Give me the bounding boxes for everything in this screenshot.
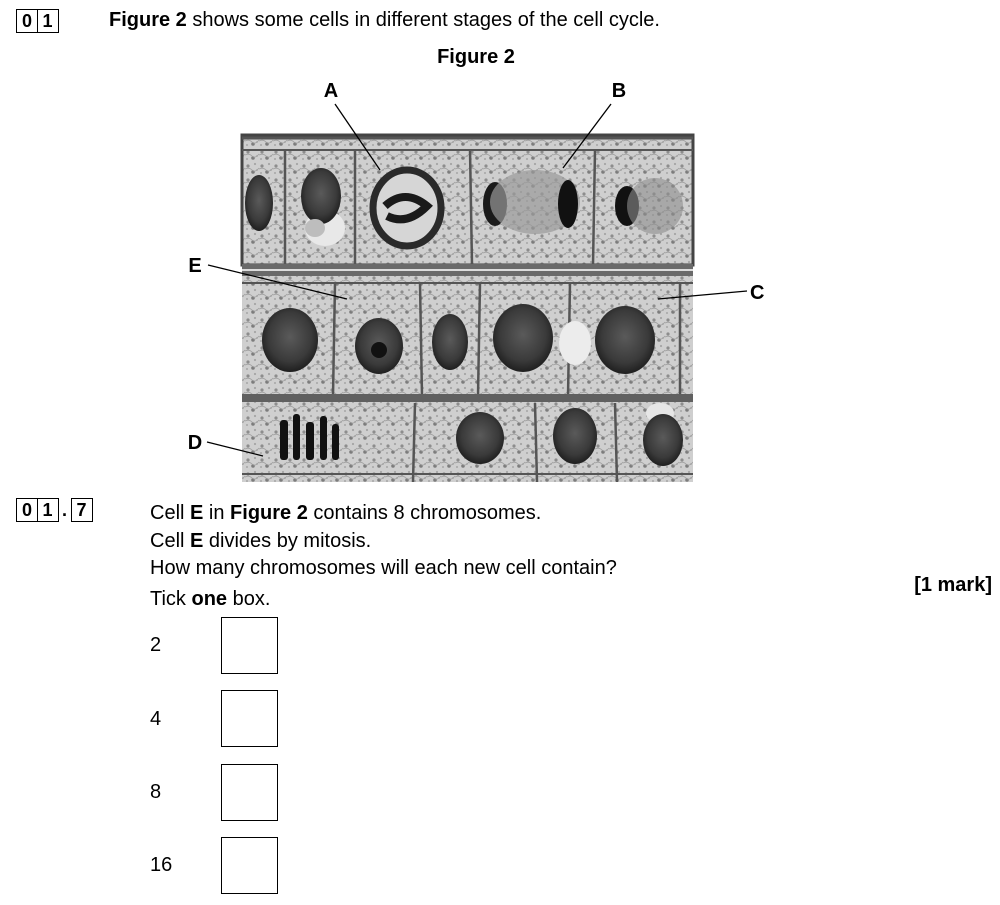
bold-run: Figure 2 — [230, 502, 308, 524]
subquestion-separator: . — [61, 499, 67, 520]
cell-micrograph-figure — [175, 78, 775, 488]
bold-run: one — [191, 587, 228, 610]
question-line-3: How many chromosomes will each new cell contain? — [150, 557, 617, 579]
text-run: divides by mitosis. — [203, 529, 372, 552]
label-c: C — [750, 282, 765, 304]
text-run: in — [203, 502, 231, 524]
label-e: E — [188, 255, 202, 277]
question-line-4 — [150, 586, 617, 614]
tick-box-option-16[interactable] — [221, 837, 278, 894]
label-d: D — [187, 432, 203, 454]
text-run: Cell — [150, 529, 191, 552]
subquestion-number-box — [16, 498, 93, 522]
intro-text — [109, 9, 660, 32]
bold-run: E — [190, 502, 204, 524]
question-digit: 1 — [37, 9, 59, 33]
question-line-2 — [150, 528, 617, 556]
figure-title: Figure 2 — [437, 46, 515, 68]
subquestion-digit: 0 — [16, 498, 38, 522]
figure-reference: Figure 2 — [109, 9, 187, 31]
question-text — [150, 500, 617, 613]
question-number-box — [16, 9, 75, 33]
question-digit-spacer — [57, 9, 75, 33]
tick-box-option-8[interactable] — [221, 764, 278, 821]
option-label-16: 16 — [150, 854, 173, 876]
tick-box-option-2[interactable] — [221, 617, 278, 674]
tick-box-option-4[interactable] — [221, 690, 278, 747]
label-b: B — [611, 80, 627, 102]
question-line-1 — [150, 500, 617, 528]
bold-run: E — [190, 529, 204, 552]
label-a: A — [323, 80, 339, 102]
intro-rest: shows some cells in different stages of the cell cycle. — [186, 9, 660, 31]
text-run: Cell — [150, 502, 191, 524]
question-digit: 0 — [16, 9, 38, 33]
mark-allocation: [1 mark] — [914, 574, 992, 596]
option-label-2: 2 — [150, 634, 162, 656]
text-run: box. — [227, 587, 271, 610]
option-label-8: 8 — [150, 781, 162, 803]
text-run: contains 8 chromosomes. — [307, 502, 542, 524]
text-run: Tick — [150, 587, 192, 610]
micrograph-image — [242, 135, 693, 482]
option-label-4: 4 — [150, 708, 162, 730]
subquestion-digit: 7 — [71, 498, 93, 522]
subquestion-digit: 1 — [37, 498, 59, 522]
